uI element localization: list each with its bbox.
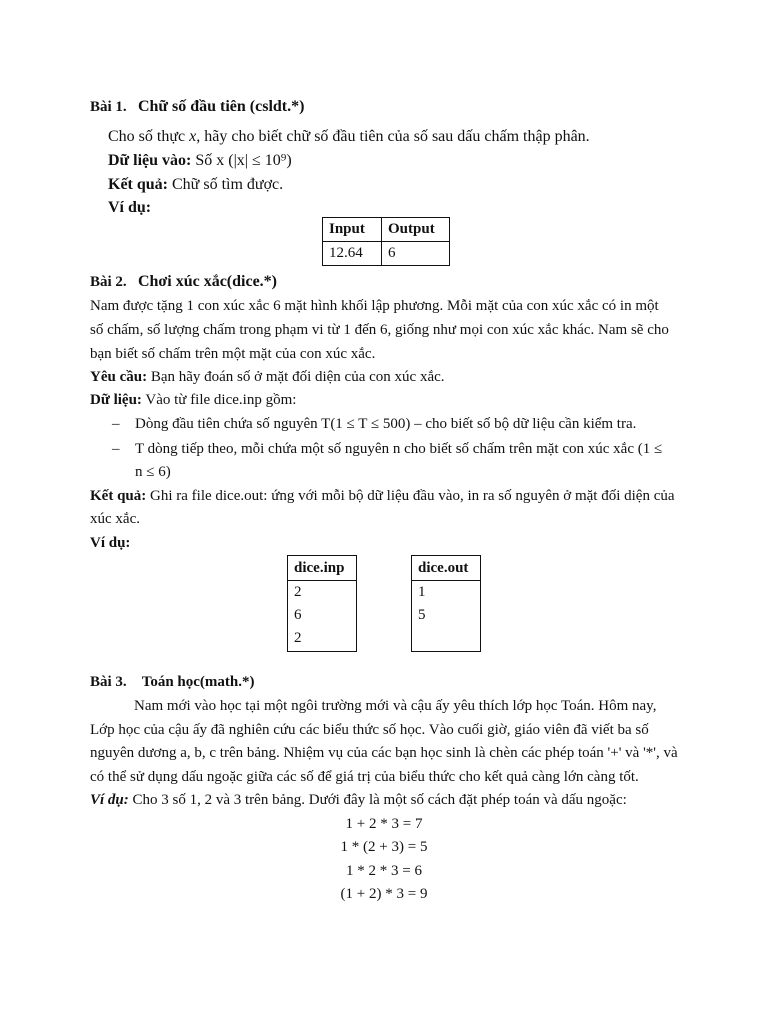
bai1-result: [108, 173, 283, 196]
bai1-example-table: [322, 217, 450, 266]
bai1-intro: [108, 125, 590, 148]
bai2-result-label: Kết quả:: [90, 488, 147, 504]
bai2-bullet-2b: n ≤ 6): [135, 464, 171, 480]
bai2-req-label: Yêu cầu:: [90, 369, 148, 385]
bai3-label: Bài 3.: [90, 674, 127, 690]
bai1-intro-var: x: [189, 128, 197, 145]
bai1-heading: [90, 95, 304, 119]
bai1-example-label-text: Ví dụ:: [108, 199, 152, 216]
bai1-result-label: Kết quả:: [108, 176, 168, 193]
list-item: 2: [294, 584, 302, 600]
bai1-intro-b: , hãy cho biết chữ số đầu tiên của số sau dấu chấm thập phân.: [196, 128, 590, 145]
bai2-example-label-text: Ví dụ:: [90, 535, 131, 551]
bai2-requirement: [90, 366, 445, 389]
bai2-heading: [90, 270, 277, 294]
bai3-heading: [90, 671, 254, 694]
dice-inp-header: dice.inp: [288, 556, 357, 581]
dice-inp-body: [288, 581, 357, 652]
bai3-para-line: Lớp học của cậu ấy đã nghiên cứu các biểu thức số học. Vào cuối giờ, giáo viên đã viết ba số: [90, 722, 649, 738]
bai2-para-line: số chấm, số lượng chấm trong phạm vi từ 1 đến 6, giống như mọi con xúc xắc khác. Nam sẽ cho: [90, 322, 669, 338]
bai2-data-label: Dữ liệu:: [90, 392, 142, 408]
dice-out-body: [412, 581, 481, 652]
bai3-expr: 1 + 2 * 3 = 7: [345, 816, 423, 832]
bai3-example-label: Ví dụ:: [90, 792, 129, 808]
bai1-label: Bài 1.: [90, 99, 127, 115]
bai2-data-text: Vào từ file dice.inp gồm:: [141, 392, 297, 408]
bai2-bullet-1: Dòng đầu tiên chứa số nguyên T(1 ≤ T ≤ 500) – cho biết số bộ dữ liệu cần kiểm tra.: [135, 416, 637, 432]
bullet-dash: –: [112, 441, 120, 457]
bai2-example-label: [90, 532, 130, 555]
bai3-title: Toán học(math.*): [141, 674, 255, 690]
bai1-result-text: Chữ số tìm được.: [168, 176, 284, 193]
list-item: 5: [418, 607, 426, 623]
table-header: Output: [382, 218, 450, 242]
bai1-input: [108, 149, 292, 172]
bai2-req-text: Bạn hãy đoán số ở mặt đối diện của con xúc xắc.: [147, 369, 445, 385]
bai3-example-text: Cho 3 số 1, 2 và 3 trên bảng. Dưới đây là một số cách đặt phép toán và dấu ngoặc:: [128, 792, 627, 808]
bullet-dash: –: [112, 416, 120, 432]
bai3-example: [90, 789, 627, 812]
bai2-bullet-2a: T dòng tiếp theo, mỗi chứa một số nguyên n cho biết số chấm trên mặt con xúc xắc (1 ≤: [135, 441, 663, 457]
bai1-title: Chữ số đầu tiên (csldt.*): [137, 98, 305, 115]
table-cell: 12.64: [323, 242, 382, 266]
bai2-para-line: Nam được tặng 1 con xúc xắc 6 mặt hình khối lập phương. Mỗi mặt của con xúc xắc có in một: [90, 298, 659, 314]
bai1-intro-a: Cho số thực: [108, 128, 190, 145]
bai3-expr: 1 * (2 + 3) = 5: [340, 839, 428, 855]
list-item: 1: [418, 584, 426, 600]
bai2-result-a: Ghi ra file dice.out: ứng với mỗi bộ dữ liệu đầu vào, in ra số nguyên ở mặt đối diện của: [146, 488, 675, 504]
bai3-para-line: có thể sử dụng dấu ngoặc giữa các số để giá trị của biểu thức cho kết quả càng lớn càng tốt.: [90, 769, 639, 785]
dice-out-table: [411, 555, 481, 652]
table-cell: 6: [382, 242, 450, 266]
bai2-result: [90, 485, 675, 508]
bai3-para-line: Nam mới vào học tại một ngôi trường mới và cậu ấy yêu thích lớp học Toán. Hôm nay,: [134, 698, 657, 714]
bai3-para-line: nguyên dương a, b, c trên bảng. Nhiệm vụ của các bạn học sinh là chèn các phép toán '+' và '*', và: [90, 745, 678, 761]
table-header: Input: [323, 218, 382, 242]
list-item: 2: [294, 630, 302, 646]
bai1-input-text: Số x (|x| ≤ 10⁹): [191, 152, 292, 169]
bai2-label: Bài 2.: [90, 274, 127, 290]
dice-inp-table: [287, 555, 357, 652]
bai2-title: Chơi xúc xắc(dice.*): [137, 273, 277, 290]
bai2-data: [90, 389, 296, 412]
bai1-example-label: [108, 196, 151, 219]
bai3-expr: 1 * 2 * 3 = 6: [346, 863, 422, 879]
list-item: 6: [294, 607, 302, 623]
bai3-expr: (1 + 2) * 3 = 9: [340, 886, 428, 902]
dice-out-header: dice.out: [412, 556, 481, 581]
table-header-row: [323, 218, 450, 242]
bai1-input-label: Dữ liệu vào:: [108, 152, 192, 169]
table-row: [323, 242, 450, 266]
bai2-para-line: bạn biết số chấm trên một mặt của con xúc xắc.: [90, 346, 376, 362]
bai2-result-b: xúc xắc.: [90, 511, 140, 527]
